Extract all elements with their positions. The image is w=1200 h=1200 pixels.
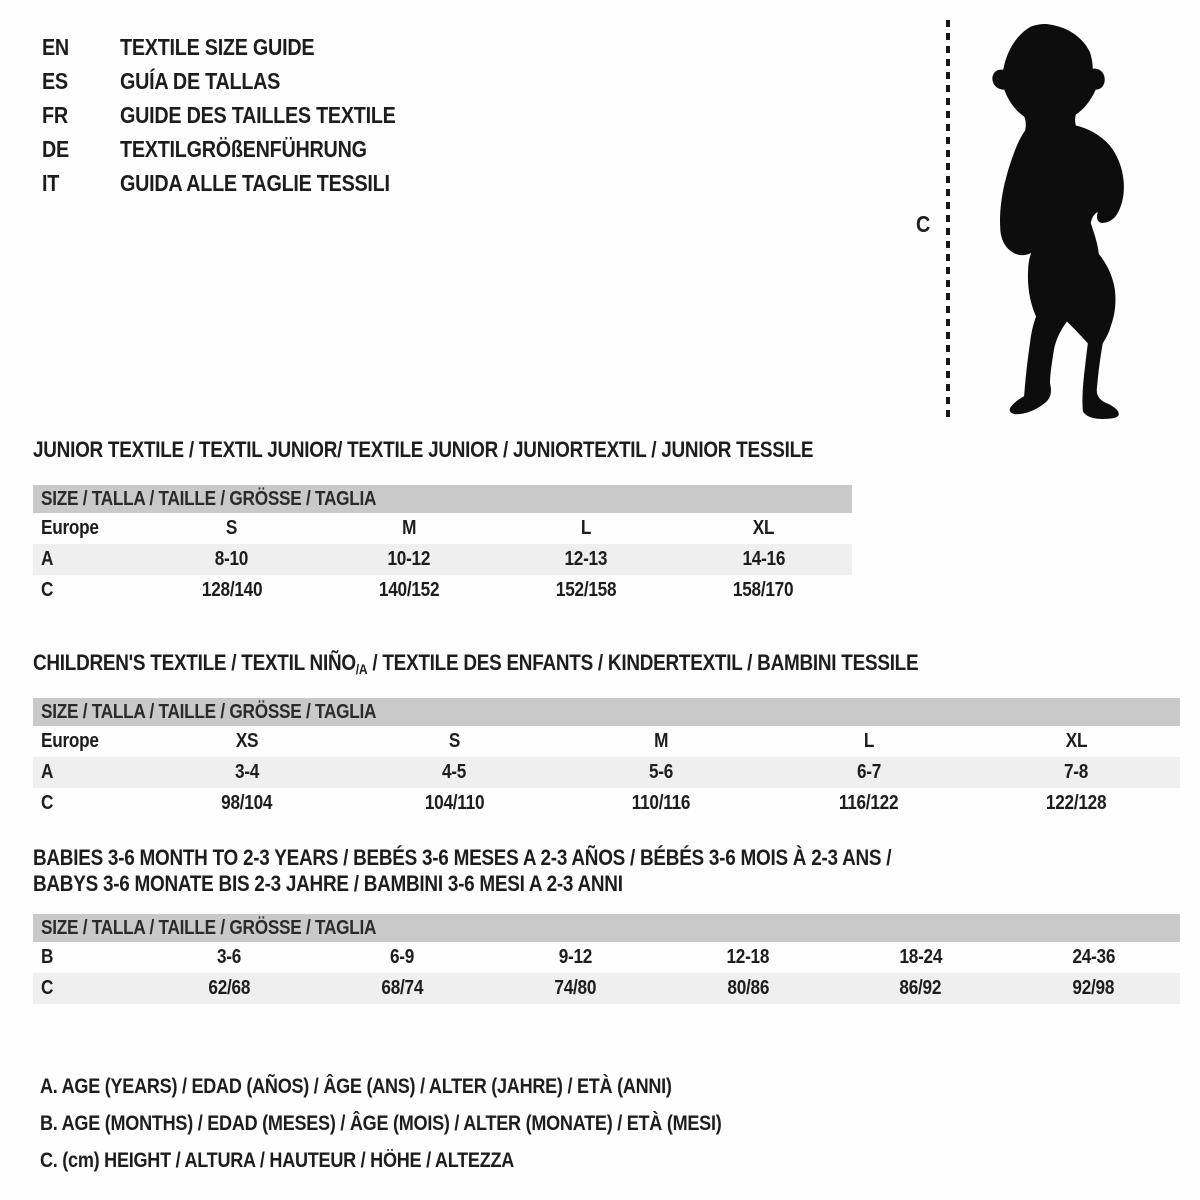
table-row bbox=[33, 942, 1180, 973]
guide-title-it: GUIDA ALLE TAGLIE TESSILI bbox=[120, 170, 390, 196]
cell: M bbox=[401, 517, 416, 539]
cell: L bbox=[863, 730, 874, 752]
babies-section-title-line1: BABIES 3-6 MONTH TO 2-3 YEARS / BEBÉS 3-6 MESES A 2-3 AÑOS / BÉBÉS 3-6 MOIS À 2-3 ANS / bbox=[33, 845, 892, 870]
cell: 122/128 bbox=[1046, 792, 1107, 814]
note-c: C. (cm) HEIGHT / ALTURA / HAUTEUR / HÖHE / ALTEZZA bbox=[40, 1149, 515, 1172]
table-header-row bbox=[33, 485, 852, 513]
junior-size-table bbox=[33, 485, 852, 606]
babies-section-title-line2: BABYS 3-6 MONATE BIS 2-3 JAHRE / BAMBINI 3-6 MESI A 2-3 ANNI bbox=[33, 871, 623, 896]
note-b: B. AGE (MONTHS) / EDAD (MESES) / ÂGE (MOIS) / ALTER (MONATE) / ETÀ (MESI) bbox=[40, 1112, 722, 1135]
guide-title-de: TEXTILGRÖßENFÜHRUNG bbox=[120, 136, 367, 162]
table-row bbox=[33, 575, 852, 606]
cell: XS bbox=[235, 730, 258, 752]
cell: 24-36 bbox=[1072, 946, 1115, 968]
size-header-label: SIZE / TALLA / TAILLE / GRÖSSE / TAGLIA bbox=[41, 700, 377, 723]
nino-a-subscript: /A bbox=[355, 661, 368, 677]
lang-code: FR bbox=[42, 102, 68, 128]
lang-code: EN bbox=[42, 34, 69, 60]
language-title-list bbox=[42, 30, 441, 200]
cell: 158/170 bbox=[733, 579, 794, 601]
cell: 104/110 bbox=[424, 792, 484, 814]
table-header-row bbox=[33, 698, 1180, 726]
cell: 6-9 bbox=[390, 946, 415, 968]
cell: M bbox=[654, 730, 669, 752]
row-label: C bbox=[41, 792, 54, 814]
row-label: A bbox=[41, 761, 54, 783]
lang-row-fr bbox=[42, 98, 441, 132]
cell: XL bbox=[752, 517, 775, 539]
lang-code: ES bbox=[42, 68, 68, 94]
table-row bbox=[33, 726, 1180, 757]
table-header-row bbox=[33, 914, 1180, 942]
lang-code: DE bbox=[42, 136, 69, 162]
legend-notes bbox=[40, 1068, 832, 1179]
cell: 6-7 bbox=[856, 761, 881, 783]
cell: 62/68 bbox=[208, 977, 251, 999]
guide-title-es: GUÍA DE TALLAS bbox=[120, 68, 281, 94]
cell: 116/122 bbox=[839, 792, 899, 814]
height-dashed-line bbox=[946, 20, 950, 417]
cell: 128/140 bbox=[201, 579, 262, 601]
row-label: C bbox=[41, 579, 54, 601]
cell: L bbox=[580, 517, 592, 539]
cell: 10-12 bbox=[387, 548, 431, 570]
row-label: B bbox=[41, 946, 54, 968]
cell: 12-18 bbox=[726, 946, 770, 968]
cell: 3-4 bbox=[234, 761, 259, 783]
table-row bbox=[33, 513, 852, 544]
row-label: Europe bbox=[41, 730, 99, 752]
row-label: A bbox=[41, 548, 54, 570]
cell: 18-24 bbox=[899, 946, 943, 968]
section-babies bbox=[33, 845, 1180, 1004]
cell: S bbox=[226, 517, 238, 539]
table-row bbox=[33, 757, 1180, 788]
cell: 74/80 bbox=[554, 977, 596, 999]
babies-size-table bbox=[33, 914, 1180, 1004]
row-label: Europe bbox=[41, 517, 99, 539]
lang-row-es bbox=[42, 64, 441, 98]
table-row bbox=[33, 973, 1180, 1004]
table-row bbox=[33, 544, 852, 575]
cell: S bbox=[448, 730, 460, 752]
size-header-label: SIZE / TALLA / TAILLE / GRÖSSE / TAGLIA bbox=[41, 916, 377, 939]
cell: 152/158 bbox=[555, 579, 617, 601]
size-header-label: SIZE / TALLA / TAILLE / GRÖSSE / TAGLIA bbox=[41, 487, 377, 510]
cell: 12-13 bbox=[564, 548, 608, 570]
lang-row-de bbox=[42, 132, 441, 166]
cell: 7-8 bbox=[1064, 761, 1089, 783]
cell: XL bbox=[1065, 730, 1088, 752]
lang-row-en bbox=[42, 30, 441, 64]
row-label: C bbox=[41, 977, 54, 999]
cell: 5-6 bbox=[649, 761, 674, 783]
cell: 3-6 bbox=[217, 946, 242, 968]
note-a: A. AGE (YEARS) / EDAD (AÑOS) / ÂGE (ANS) / ALTER (JAHRE) / ETÀ (ANNI) bbox=[40, 1075, 672, 1098]
cell: 140/152 bbox=[378, 579, 440, 601]
table-row bbox=[33, 788, 1180, 819]
children-size-table bbox=[33, 698, 1180, 819]
lang-row-it bbox=[42, 166, 441, 200]
baby-silhouette-icon bbox=[962, 22, 1142, 420]
guide-title-fr: GUIDE DES TAILLES TEXTILE bbox=[120, 102, 396, 128]
cell: 92/98 bbox=[1072, 977, 1115, 999]
cell: 68/74 bbox=[381, 977, 424, 999]
junior-section-title: JUNIOR TEXTILE / TEXTIL JUNIOR/ TEXTILE JUNIOR / JUNIORTEXTIL / JUNIOR TESSILE bbox=[33, 437, 814, 462]
cell: 14-16 bbox=[742, 548, 785, 570]
cell: 8-10 bbox=[214, 548, 249, 570]
height-figure bbox=[900, 0, 1160, 440]
children-section-title: CHILDREN'S TEXTILE / TEXTIL $NIÑO_{/A}$ / TEXTILE DES ENFANTS / KINDERTEXTIL / BAMBINI TESSILE bbox=[33, 650, 919, 677]
lang-code: IT bbox=[42, 170, 60, 196]
section-junior bbox=[33, 437, 852, 606]
cell: 98/104 bbox=[221, 792, 273, 814]
cell: 110/116 bbox=[632, 792, 691, 814]
height-measure-label: C bbox=[916, 211, 931, 237]
section-children bbox=[33, 650, 1180, 819]
cell: 86/92 bbox=[899, 977, 942, 999]
cell: 9-12 bbox=[558, 946, 592, 968]
guide-title-en: TEXTILE SIZE GUIDE bbox=[120, 34, 315, 60]
cell: 80/86 bbox=[727, 977, 769, 999]
cell: 4-5 bbox=[442, 761, 467, 783]
